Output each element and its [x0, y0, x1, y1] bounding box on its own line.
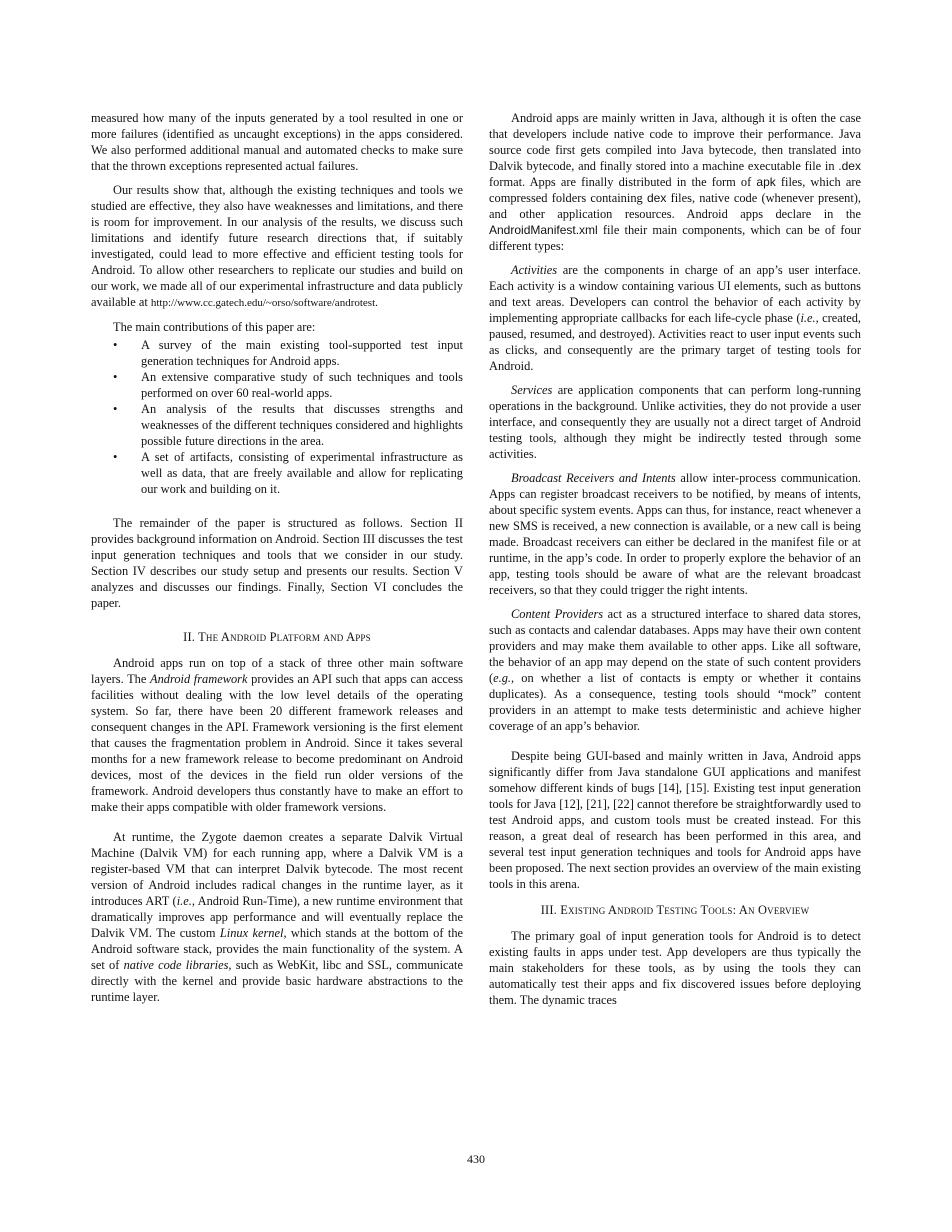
- section-heading: III. Existing Android Testing Tools: An Overview: [540, 903, 810, 917]
- paragraph: Despite being GUI-based and mainly written in Java, Android apps significantly differ from Java standalone GUI applications and manifest somehow different kinds of bugs [14], [15]. Existing test input generation tools for Java [12], [21], [22] cannot therefore be straightforwardly used to test Android apps, and custom tools must be created instead. For this reason, a great deal of research has been performed in this area, and several test input generation techniques and tools for Android apps have been proposed. The next section provides an overview of the main existing tools in this arena.: [489, 749, 861, 891]
- paragraph: [489, 470, 861, 598]
- paragraph: [489, 110, 861, 254]
- emphasis: i.e.,: [800, 311, 819, 325]
- text-run: Android Run-Time), a new runtime environment that dramatically improves app performance and will eventually replace the Dalvik VM. The custom: [91, 894, 463, 940]
- emphasis: Broadcast Receivers and Intents: [511, 471, 676, 485]
- emphasis: e.g.,: [493, 671, 515, 685]
- page-number: 430: [467, 1152, 485, 1166]
- text-run: Our results show that, although the existing techniques and tools we studied are effective, they also have weaknesses and limitations, and there is room for improvement. In our analysis of the results, we discuss such limitations and identify future research directions that, if suitably investigated, could lead to more effective and efficient testing tools for Android. To allow other researchers to replicate our studies and build on our work, we made all of our experimental infrastructure and data publicly available at: [91, 183, 463, 309]
- right-column: [489, 110, 861, 1016]
- paragraph: [489, 606, 861, 734]
- emphasis: Services: [511, 383, 553, 397]
- text-run: on whether a list of contacts is empty or whether it contains duplicates). As a consequence, testing tools should “mock” content providers in an attempt to make tests deterministic and achieve higher coverage of an app’s behavior.: [489, 671, 861, 733]
- list-item: • A set of artifacts, consisting of experimental infrastructure as well as data, that are freely available and allow for replicating our work and building on it.: [91, 449, 463, 497]
- text-run: , such as WebKit, libc and SSL, communicate directly with the kernel and provide basic hardware abstractions to the runtime layer.: [91, 958, 463, 1004]
- code-term: AndroidManifest.xml: [489, 223, 598, 237]
- paragraph: The main contributions of this paper are:: [113, 320, 316, 334]
- code-term: apk: [756, 175, 776, 189]
- text-run: are the components in charge of an app’s user interface. Each activity is a window containing various UI elements, such as buttons and text areas. Developers can control the behavior of each activity by implementing appropriate callbacks for each life-cycle phase (: [489, 263, 861, 325]
- text-run: files, native code (whenever present), and other application resources. Android apps declare in the: [489, 191, 862, 221]
- section-heading: II. The Android Platform and Apps: [183, 630, 371, 644]
- paragraph: The primary goal of input generation tools for Android is to detect existing faults in apps under test. App developers are thus typically the main stakeholders for these tools, as by using the tools they can automatically test their apps and fix discovered issues before deploying them. The dynamic traces: [489, 929, 861, 1007]
- paragraph: [91, 182, 463, 311]
- emphasis: i.e.,: [176, 894, 195, 908]
- text-run: created, paused, resumed, and destroyed). Activities react to user input events such as clicks, and consequently are the primary target of testing tools for Android.: [489, 311, 861, 373]
- paragraph: [489, 382, 861, 462]
- left-column: [91, 110, 463, 1013]
- text-run: , which stands at the bottom of the Android software stack, provides the main functionality of the system. A set of: [91, 926, 464, 972]
- text-run: format. Apps are finally distributed in the form of: [489, 175, 752, 189]
- emphasis: native code libraries: [123, 958, 229, 972]
- text-run: Android apps run on top of a stack of three other main software layers. The: [91, 656, 463, 686]
- text-run: file their main components, which can be of four different types:: [489, 223, 861, 253]
- list-item: • An analysis of the results that discusses strengths and weaknesses of the different techniques considered and highlights possible future directions in the area.: [91, 401, 463, 449]
- emphasis: Content Providers: [511, 607, 604, 621]
- text-run: act as a structured interface to shared data stores, such as contacts and calendar databases. Apps may have their own content providers and may make them available to other apps. Like all software, the behavior of an app may depend on the state of such content providers (: [489, 607, 861, 685]
- text-run: At runtime, the Zygote daemon creates a separate Dalvik Virtual Machine (Dalvik VM) for each running app, where a Dalvik VM is a register-based VM that can interpret Dalvik bytecode. The most recent version of Android includes radical changes in the runtime layer, as it introduces ART (: [91, 830, 463, 908]
- text-run: are application components that can perform long-running operations in the background. Unlike activities, they do not provide a user interface, and consequently they are usually not a direct target of Android testing tools, although they might be indirectly tested through some activities.: [489, 383, 861, 461]
- emphasis: Activities: [511, 263, 558, 277]
- paragraph: [91, 829, 463, 1005]
- paragraph: [489, 262, 861, 374]
- text-run: allow inter-process communication. Apps can register broadcast receivers to be notified, by means of intents, about specific system events. Apps can thus, for instance, react whenever a new SMS is received, a new connection is available, or a new call is being made. Broadcast receivers can either be declared in the manifest file or at runtime, in the app’s code. In order to properly explore the behavior of an app, testing tools should be aware of what are the relevant broadcast receivers, so that they could trigger the right intents.: [489, 471, 861, 597]
- code-term: .dex: [838, 159, 861, 173]
- emphasis: Linux kernel: [219, 926, 284, 940]
- list-item: • An extensive comparative study of such techniques and tools performed on over 60 real-world apps.: [91, 369, 463, 401]
- list-item: • A survey of the main existing tool-supported test input generation techniques for Android apps.: [91, 337, 463, 369]
- artifact-url: http://www.cc.gatech.edu/~orso/software/androtest.: [150, 297, 378, 309]
- contributions-list: [91, 337, 463, 497]
- paragraph: The remainder of the paper is structured as follows. Section II provides background information on Android. Section III discusses the test input generation techniques and tools that we consider in our study. Section IV describes our study setup and presents our results. Section V analyzes and discusses our findings. Finally, Section VI concludes the paper.: [91, 516, 463, 610]
- paragraph: [91, 655, 463, 815]
- paragraph: measured how many of the inputs generated by a tool resulted in one or more failures (identified as uncaught exceptions) in the apps considered. We also performed additional manual and automated checks to make sure that the thrown exceptions represented actual failures.: [91, 111, 463, 173]
- emphasis: Android framework: [150, 672, 248, 686]
- text-run: provides an API such that apps can access facilities without dealing with the low level details of the operating system. So far, there have been 20 different framework releases and consequent changes in the API. Framework versioning is the first element that causes the fragmentation problem in Android. Since it takes several months for a new framework release to become predominant on Android devices, most of the devices in the field run older versions of the framework. Android developers thus constantly have to make an effort to make their apps compatible with older framework versions.: [91, 672, 464, 814]
- text-run: Android apps are mainly written in Java, although it is often the case that developers include native code to improve their performance. Java source code first gets compiled into Java bytecode, then translated into Dalvik bytecode, and finally stored into a machine executable file in: [489, 111, 861, 173]
- text-run: files, which are compressed folders containing: [489, 175, 861, 205]
- code-term: dex: [646, 191, 667, 205]
